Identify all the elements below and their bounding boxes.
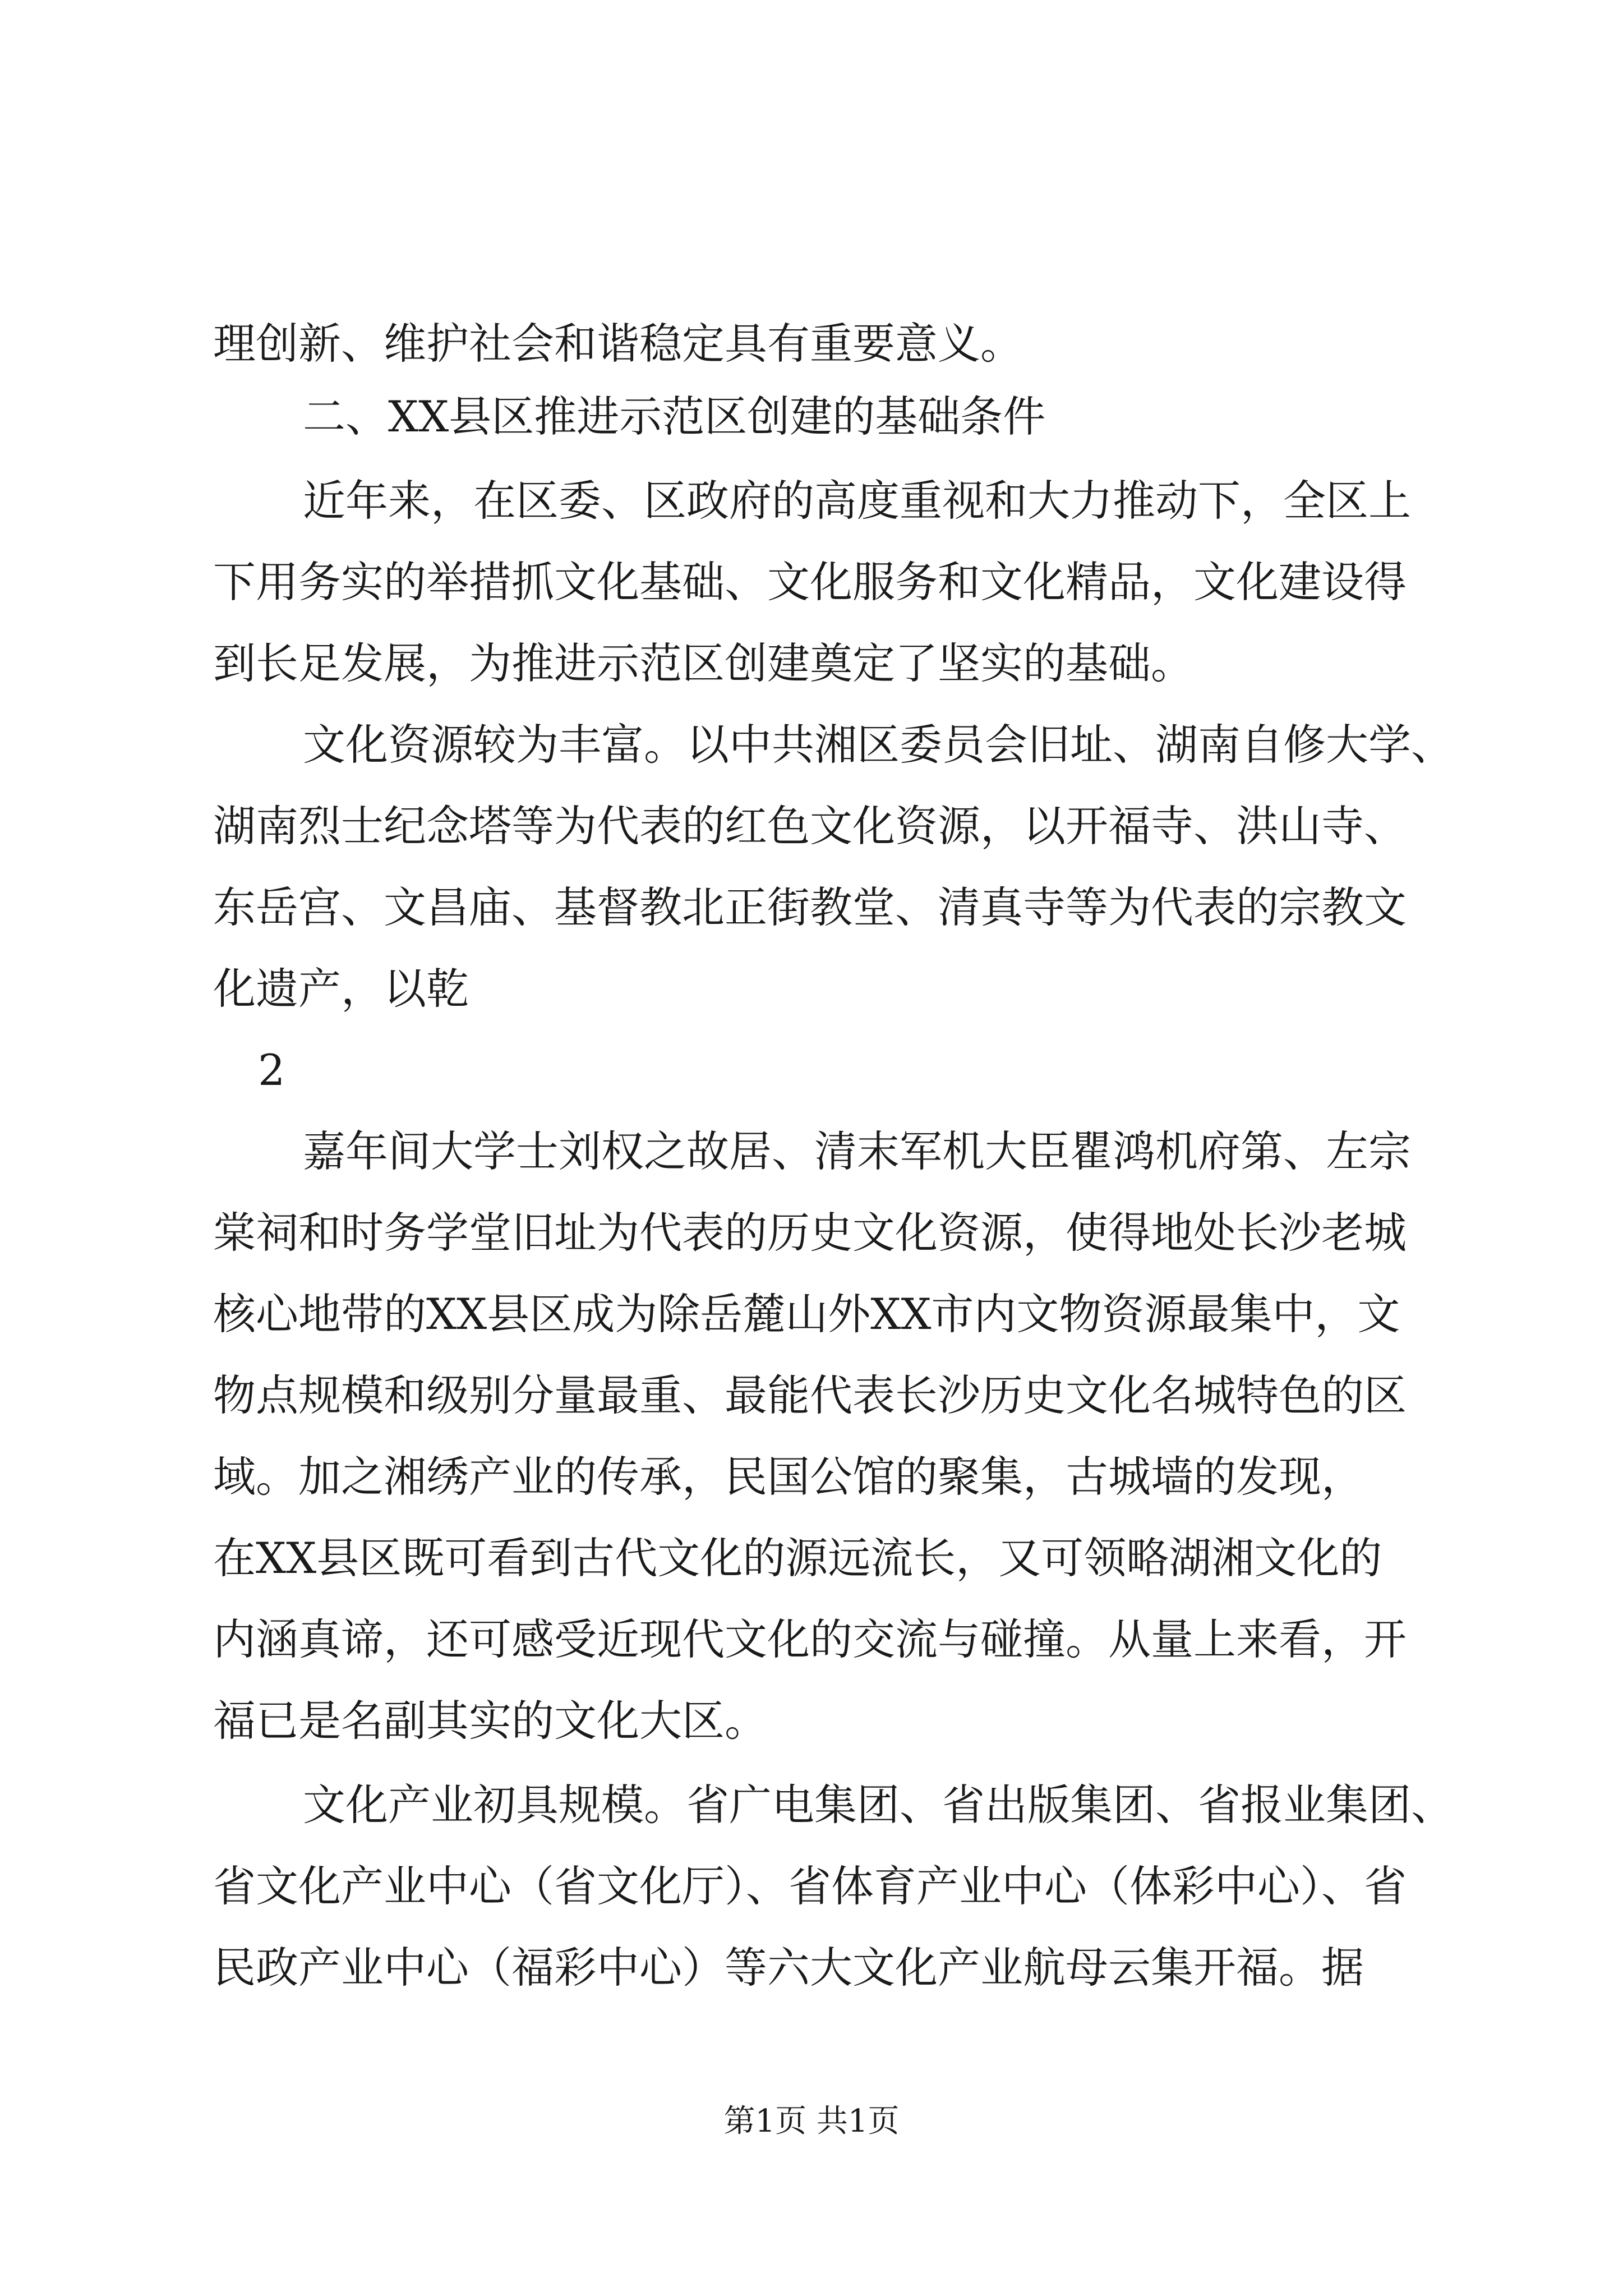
text-line-9: 化遗产，以乾: [213, 964, 469, 1014]
text-line-12: 棠祠和时务学堂旧址为代表的历史文化资源，使得地处长沙老城: [213, 1208, 1407, 1258]
text-line-7: 湖南烈士纪念塔等为代表的红色文化资源，以开福寺、洪山寺、: [213, 801, 1407, 851]
text-line-4: 下用务实的举措抓文化基础、文化服务和文化精品，文化建设得: [213, 557, 1407, 607]
text-line-1: 理创新、维护社会和谐稳定具有重要意义。: [213, 319, 1023, 369]
text-line-21: 民政产业中心（福彩中心）等六大文化产业航母云集开福。据: [213, 1943, 1364, 1993]
text-line-11: 嘉年间大学士刘权之故居、清末军机大臣瞿鸿机府第、左宗: [303, 1126, 1411, 1176]
text-line-20: 省文化产业中心（省文化厅）、省体育产业中心（体彩中心）、省: [213, 1861, 1407, 1911]
inline-page-number: 2: [258, 1045, 285, 1095]
text-line-17: 内涵真谛，还可感受近现代文化的交流与碰撞。从量上来看，开: [213, 1614, 1407, 1664]
text-line-13: 核心地带的XX县区成为除岳麓山外XX市内文物资源最集中，文: [213, 1289, 1400, 1339]
text-line-8: 东岳宫、文昌庙、基督教北正街教堂、清真寺等为代表的宗教文: [213, 882, 1407, 932]
section-heading: 二、XX县区推进示范区创建的基础条件: [303, 392, 1046, 441]
text-line-3: 近年来，在区委、区政府的高度重视和大力推动下，全区上: [303, 476, 1411, 526]
text-line-5: 到长足发展，为推进示范区创建奠定了坚实的基础。: [213, 638, 1193, 688]
text-line-18: 福已是名副其实的文化大区。: [213, 1696, 767, 1746]
text-line-6: 文化资源较为丰富。以中共湘区委员会旧址、湖南自修大学、: [303, 720, 1454, 770]
text-line-19: 文化产业初具规模。省广电集团、省出版集团、省报业集团、: [303, 1780, 1454, 1830]
text-line-14: 物点规模和级别分量最重、最能代表长沙历史文化名城特色的区: [213, 1370, 1407, 1420]
page-footer: 第1页 共1页: [723, 2103, 900, 2139]
text-line-15: 域。加之湘绣产业的传承，民国公馆的聚集，古城墙的发现，: [213, 1452, 1364, 1502]
text-line-16: 在XX县区既可看到古代文化的源远流长，又可领略湖湘文化的: [213, 1533, 1382, 1583]
